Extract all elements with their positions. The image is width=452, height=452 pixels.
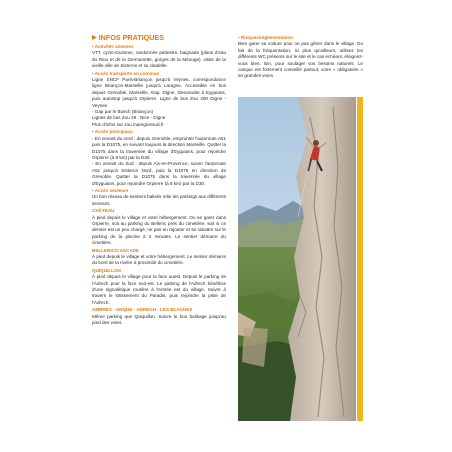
sector-heading: AMBRES - ANQUE - ADRECH - LES BLACHES [92,307,193,313]
subheading: • Activités annexes [92,44,134,49]
left-flow [92,44,226,326]
paragraph: Même parking que Quiquillon. Suivre le bon balisage jusqu'au pied des voies. [92,313,226,326]
paragraph: Bien garer sa voiture pour ne pas gêner dans le village. Du fait de la fréquentation, ici plus qu'ailleurs, utilisez les différents WC présents sur le site et le cas échéant, éloignez-vous bien, loin, pour soulager vos besoins naturels. Le casque est fortement conseillé partout, voire « obligatoire » en grandes voies. [238,41,363,79]
right-column [238,34,363,80]
paragraph: À pied depuis le village et votre hébergement. Ou se garer dans Orpierre, soit au parking du Belleric près du cimetière, soit si ce dernier est un peu chargé, ne pas en rajouter et se rabattre sur le parking de la piscine à 2 minutes. Le sentier démarre du cimetière. [92,214,226,246]
subheading: • Accès secteurs [92,187,129,193]
right-flow [238,35,363,80]
subheading: • Accès transports en commun [92,70,160,76]
paragraph: - Gap par le Buëch (Briançon) [92,109,154,115]
section-title [92,34,226,42]
subheading: • Risques/réglementation [238,35,293,40]
paragraph: À pied depuis le village pour la face ouest. Depuis le parking de l'Adrech pour la face sud-est. Le parking de l'Adrech bénéficie d'une signalétique routière à l'entrée est du village. Suivre à travers le lotissement du Paradis, puis rejoindre la piste de l'Adrech. [92,274,226,305]
sector-heading: CHÂTEAU [92,208,115,214]
paragraph: VTT, cyclo-tourisme, randonnée pédestre, baignade (plans d'eau du Riou et de la Germanette, gorges de la Méouge), visite de la vieille ville de Sisteron et sa citadelle. [92,50,226,69]
climber-photo [238,97,356,421]
photo-svg [238,97,356,421]
sector-heading: BELLERIC/CASCADE [92,247,139,253]
left-column [92,34,226,326]
paragraph: Plus d'infos sur zou.maregionsud.fr [92,121,164,127]
paragraph: Ligne SNCF Paris-Briançon jusqu'à Veynes, correspondance ligne Briançon-Marseille jusqu'à Laragne. Accessible en bus depuis Grenoble, Marseille, Gap, Digne. Descendre à Eyguians, puis autostop jusqu'à Orpierre. Ligne de bus Zou 400 Digne - Veynes [92,77,226,108]
paragraph: À pied depuis le village et votre hébergement. Le sentier démarre du bord de la rivière à proximité du cimetière. [92,254,226,266]
paragraph: Un bon réseau de sentiers balisés relie les parkings aux différents secteurs. [92,194,226,206]
subheading: • Accès principaux [92,129,133,135]
arrow-icon: ▶ [92,35,97,41]
sector-heading: QUIQUILLON [92,267,121,273]
side-color-bar [357,97,363,421]
paragraph: - En venant du nord : depuis Grenoble, emprunter l'autoroute A51 puis la D1075, en suivant toujours la direction Marseille. Quitter la D1075 dans la traversée du village d'Eyguians, pour rejoindre Orpierre (à 8 km) par la D30. [92,135,226,160]
paragraph: Lignes de bus Zou 49 : Nice - Digne [92,115,166,121]
paragraph: - En venant du Sud : depuis Aix-en-Provence, suivre l'autoroute A51 jusqu'à Sisteron Nord, puis la D1075 en direction de Grenoble. Quitter la D1075 dans la traversée du village d'Eyguians, pour rejoindre Orpierre (à 8 km) par la D30. [92,161,226,186]
section-title-text: INFOS PRATIQUES [98,33,164,42]
